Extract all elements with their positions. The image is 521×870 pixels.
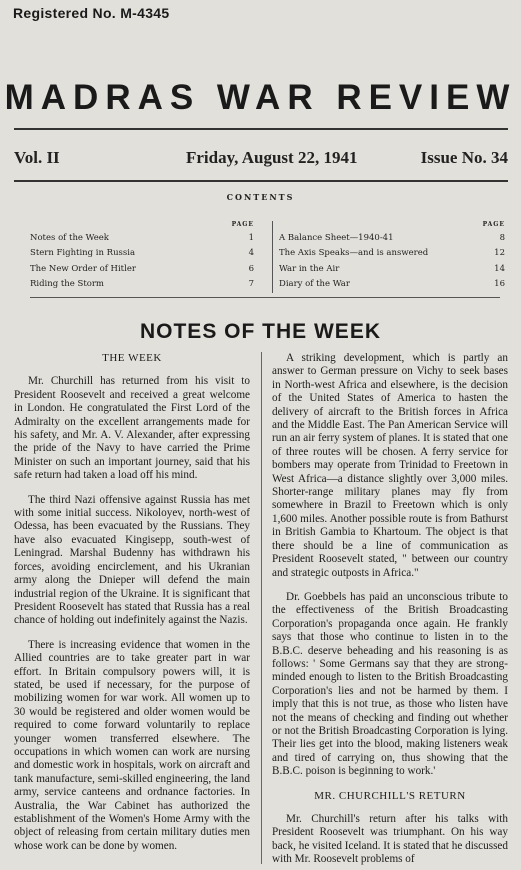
issue-number: Issue No. 34 xyxy=(420,148,508,167)
contents-heading: CONTENTS xyxy=(226,192,295,202)
column-subheading: MR. CHURCHILL'S RETURN xyxy=(314,789,466,802)
contents-entry-title: Notes of the Week xyxy=(30,232,109,243)
contents-entry-page: 4 xyxy=(248,248,254,259)
article-paragraph: A striking development, which is partly an answer to German pressure on Vichy to seek bases in North-west Africa and elsewhere, is the decision of the United States of America to hasten the delivery of aircraft to the British forces in Africa and the Middle East. The Pan American Service will run an air ferry system of planes. It is stated that one of three routes will be chosen. A ferry service for bombers may operate from Trinidad to Freetown in West Africa—a distance slightly over 3,000 miles. Shorter-range military planes may fly from somewhere in Brazil to Freetown which is only 1,600 miles. Another possible route is from Bathurst in British Gambia to Khartoum. The object is that there should be a line of communication as President Roosevelt stated, " between our country and strategic outposts in Africa." xyxy=(272,352,508,579)
article-column-right xyxy=(272,352,508,867)
issue-date: Friday, August 22, 1941 xyxy=(186,148,358,167)
contents-entry-title: A Balance Sheet—1940-41 xyxy=(279,232,394,243)
article-column-left xyxy=(14,352,250,867)
contents-entry-page: 8 xyxy=(499,232,505,243)
masthead-rule-top xyxy=(14,128,508,130)
contents-page-label: PAGE xyxy=(231,221,254,228)
contents-entry-title: Diary of the War xyxy=(279,279,350,290)
contents-entry[interactable] xyxy=(30,246,254,262)
contents-entry-title: Riding the Storm xyxy=(30,279,104,290)
contents-entry[interactable] xyxy=(279,246,505,262)
contents-entry[interactable] xyxy=(30,277,254,293)
contents-right-column xyxy=(272,221,505,293)
contents-entry-title: The New Order of Hitler xyxy=(30,263,136,274)
section-title: NOTES OF THE WEEK xyxy=(139,320,381,343)
masthead-title: MADRAS WAR REVIEW xyxy=(4,78,517,117)
contents-entry-page: 12 xyxy=(494,248,505,259)
contents-entry-title: War in the Air xyxy=(279,263,340,274)
article-paragraph: Dr. Goebbels has paid an unconscious tribute to the effectiveness of the British Broadcasting Corporation's propaganda once again. He frankly says that those who continue to listen in to the B.B.C. deserve beheading and his reasoning is as follows: ' Some Germans say that they are strong-minded enough to listen to the British Broadcasting Corporation's lies and not be harmed by them. I imply that this is not true, as those who listen have not the means of checking and finding out whether or not the British Broadcasting Corporation is lying. Their lies get into the blood, making listeners weak and tired of carrying on, thus showing that the B.B.C. poison is beginning to work.' xyxy=(272,590,508,778)
volume-label: Vol. II xyxy=(14,148,60,167)
article-paragraph: Mr. Churchill's return after his talks with President Roosevelt was triumphant. On his way back, he visited Iceland. It is stated that he discussed with Mr. Roosevelt problems of xyxy=(272,813,508,866)
contents-entry[interactable] xyxy=(30,261,254,277)
contents-entry[interactable] xyxy=(279,277,505,293)
contents-entry[interactable] xyxy=(279,230,505,246)
contents-entry-title: Stern Fighting in Russia xyxy=(30,248,136,259)
contents-rule xyxy=(30,297,500,298)
article-paragraph: There is increasing evidence that women in the Allied countries are to take greater part in war effort. In Britain compulsory powers will, it is stated, be used if necessary, for the purpose of mobilizing women for war work. All women up to 30 would be registered and older women would be required to come forward voluntarily to replace younger women transferred elsewhere. The occupations in which women can work are nursing and domestic work in hospitals, work on aircraft and tank manufacture, semi-skilled engineering, the land army, service canteens and ordnance factories. In Australia, the War Cabinet has authorized the establishment of the Women's Home Army with the object of releasing from certain military duties men whose work can be done by women. xyxy=(14,638,250,852)
contents-entry-page: 7 xyxy=(248,279,254,290)
contents-page-label: PAGE xyxy=(482,221,505,228)
article-paragraph: The third Nazi offensive against Russia has met with some initial success. Nikoloyev, north-west of Odessa, has been evacuated by the Russians. They have also evacuated Kingisepp, south-west of Leningrad. Marshal Budenny has withdrawn his forces, avoiding encirclement, and his Ukranian army along the Dnieper will defend the main industrial region of the Ukraine. It is significant that President Roosevelt has stated that Russia has a real chance of holding out indefinitely against the Nazis. xyxy=(14,493,250,627)
contents-entry-title: The Axis Speaks—and is answered xyxy=(279,248,429,259)
contents-entry[interactable] xyxy=(279,261,505,277)
contents-entry-page: 1 xyxy=(248,232,254,243)
masthead-rule-bottom xyxy=(14,180,508,182)
contents-left-column xyxy=(30,221,254,292)
contents-entry-page: 16 xyxy=(494,279,505,290)
contents-entry-page: 6 xyxy=(248,263,254,274)
column-subheading: THE WEEK xyxy=(102,352,162,364)
column-divider xyxy=(261,352,262,864)
contents-entry[interactable] xyxy=(30,230,254,246)
article-paragraph: Mr. Churchill has returned from his visit to President Roosevelt and received a great welcome in London. He congratulated the First Lord of the Admiralty on the excellent arrangements made for his safety, and Mr. A. V. Alexander, after expressing the pride of the Navy to have carried the Prime Minister on such an important journey, said that his safe return had taken a load off his mind. xyxy=(14,375,250,482)
contents-entry-page: 14 xyxy=(494,263,505,274)
registration-number: Registered No. M-4345 xyxy=(13,5,170,21)
